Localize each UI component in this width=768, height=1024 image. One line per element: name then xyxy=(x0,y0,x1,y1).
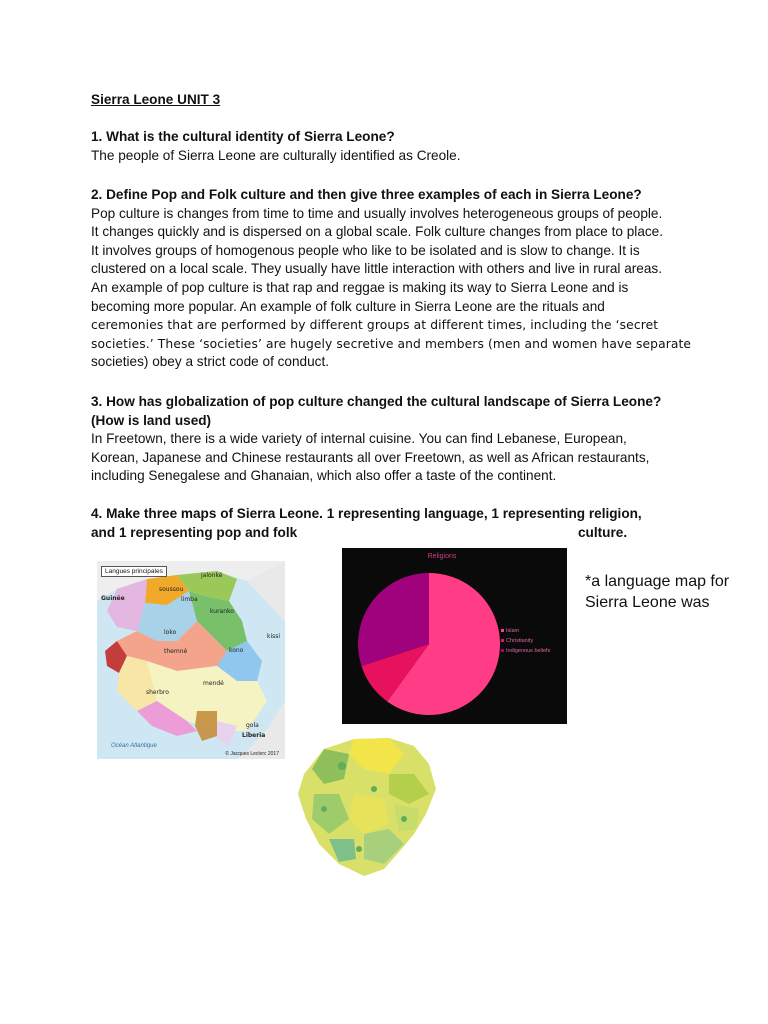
answer-line: Korean, Japanese and Chinese restaurants all over Freetown, as well as African restaurants, xyxy=(91,449,650,465)
section-1 xyxy=(91,128,691,165)
legend-swatch xyxy=(501,639,504,642)
religion-chart xyxy=(342,548,567,724)
legend-label: Islam xyxy=(506,628,520,634)
legend-item xyxy=(501,646,550,656)
answer-line: including Senegalese and Ghanaian, which also offer a taste of the continent. xyxy=(91,468,557,484)
map-credit: © Jacques Leclerc 2017 xyxy=(225,751,279,757)
answer-line: Pop culture is changes from time to time and usually involves heterogeneous groups of people. xyxy=(91,205,663,221)
answer-line: An example of pop culture is that rap and reggae is making its way to Sierra Leone and is xyxy=(91,279,629,295)
language-map-graphic xyxy=(97,561,285,759)
question-line: (How is land used) xyxy=(91,412,212,428)
question-3 xyxy=(91,393,691,430)
map-label: kono xyxy=(229,647,244,654)
side-note-line: *a language map for xyxy=(585,573,730,590)
question-line xyxy=(91,524,691,543)
map-label: jalonké xyxy=(201,572,223,579)
side-note xyxy=(585,572,765,613)
question-line: 3. How has globalization of pop culture changed the cultural landscape of Sierra Leone? xyxy=(91,394,662,409)
section-2 xyxy=(91,186,691,372)
answer-line: societies) obey a strict code of conduct. xyxy=(91,354,330,370)
map-label: limba xyxy=(181,596,198,603)
legend-item xyxy=(501,626,550,636)
answer-line: It involves groups of homogenous people who like to be isolated and is slow to change. It is xyxy=(91,242,640,258)
question-line-tail: culture. xyxy=(578,524,628,540)
map-label: loko xyxy=(164,629,177,636)
answer-1 xyxy=(91,147,691,166)
map-label: kuranko xyxy=(210,608,234,615)
question-2: 2. Define Pop and Folk culture and then give three examples of each in Sierra Leone? xyxy=(91,187,642,202)
answer-line: becoming more popular. An example of folk culture in Sierra Leone are the rituals and xyxy=(91,298,605,314)
legend-swatch xyxy=(501,629,504,632)
answer-3 xyxy=(91,430,691,486)
folk-culture-map-graphic xyxy=(294,734,441,879)
ocean-label: Océan Atlantique xyxy=(111,743,157,749)
answer-line: The people of Sierra Leone are culturally identified as Creole. xyxy=(91,147,461,163)
map-label: soussou xyxy=(159,586,184,593)
legend-label: Christianity xyxy=(506,638,534,644)
section-3 xyxy=(91,393,691,486)
chart-title: Religions xyxy=(427,553,457,560)
language-map xyxy=(97,561,285,759)
map-label: Guinée xyxy=(101,595,125,602)
page-title: Sierra Leone UNIT 3 xyxy=(91,92,221,107)
answer-line: societies.’ These ‘societies’ are hugely secretive and members (men and women have separate xyxy=(91,336,692,351)
question-line-start: and 1 representing pop and folk xyxy=(91,524,298,540)
answer-line: In Freetown, there is a wide variety of internal cuisine. You can find Lebanese, European, xyxy=(91,431,627,447)
question-1: 1. What is the cultural identity of Sierra Leone? xyxy=(91,129,395,144)
map-label: gola xyxy=(246,722,259,729)
question-4 xyxy=(91,505,691,542)
question-line: 4. Make three maps of Sierra Leone. 1 representing language, 1 representing religion, xyxy=(91,506,642,521)
chart-legend xyxy=(501,626,550,656)
legend-label: Indigenous beliefs xyxy=(506,648,551,654)
folk-culture-map xyxy=(294,734,441,879)
map-label: themné xyxy=(164,648,188,655)
answer-line: clustered on a local scale. They usually have little interaction with others and live in rural areas. xyxy=(91,261,662,277)
map-label: mendé xyxy=(203,680,224,687)
map-legend-title: Langues principales xyxy=(101,566,167,577)
section-4 xyxy=(91,505,691,542)
answer-line: It changes quickly and is dispersed on a global scale. Folk culture changes from place to place. xyxy=(91,224,664,240)
answer-line: ceremonies that are performed by different groups at different times, including the ‘secret xyxy=(91,318,659,333)
legend-item xyxy=(501,636,550,646)
legend-swatch xyxy=(501,649,504,652)
map-label: kissi xyxy=(267,633,281,640)
map-label: Liberia xyxy=(242,732,266,739)
answer-2 xyxy=(91,205,691,372)
map-label: sherbro xyxy=(146,689,169,696)
side-note-line: Sierra Leone was xyxy=(585,593,710,611)
